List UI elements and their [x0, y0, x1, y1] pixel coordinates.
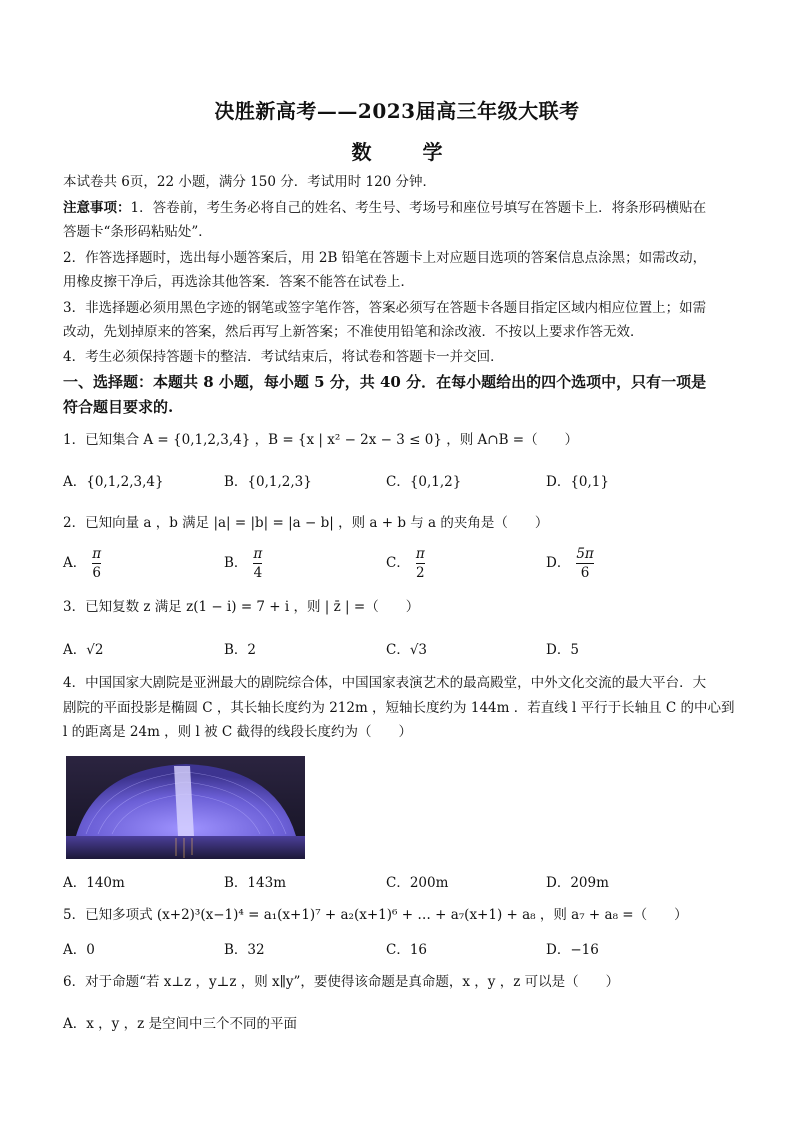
question-5-option-d[interactable]: D．−16	[546, 942, 599, 958]
question-2-option-a[interactable]	[63, 545, 101, 582]
notice-item-3: 3．非选择题必须用黑色字迹的钢笔或签字笔作答，答案必须写在答题卡各题目指定区域内相应位置上；如需	[63, 300, 707, 316]
fraction-numerator: 5π	[576, 546, 594, 562]
fraction	[253, 545, 262, 582]
question-1-option-b[interactable]: B．{0,1,2,3}	[224, 474, 312, 490]
question-2-option-d[interactable]	[546, 545, 594, 582]
question-3-stem: 3．已知复数 z 满足 z(1 − i) = 7 + i ，则 | z̄ | =（ ）	[63, 599, 420, 615]
option-label: A．	[63, 555, 87, 571]
section-heading: 一、选择题：本题共 8 小题，每小题 5 分，共 40 分．在每小题给出的四个选项中，只有一项是	[63, 373, 707, 391]
theater-illustration	[66, 756, 305, 859]
question-5-option-a[interactable]: A．0	[63, 942, 95, 958]
question-4-stem-line-3: l 的距离是 24m ，则 l 被 C 截得的线段长度约为（ ）	[63, 724, 412, 740]
fraction-denominator: 6	[92, 565, 101, 581]
fraction-denominator: 2	[415, 565, 425, 581]
fraction-numerator: π	[253, 546, 263, 562]
option-label: D．	[546, 555, 571, 571]
question-5-option-c[interactable]: C．16	[386, 942, 428, 958]
notice-label: 注意事项：	[63, 200, 131, 216]
question-6-option-a[interactable]: A．x ，y ，z 是空间中三个不同的平面	[63, 1016, 297, 1032]
notice-1-text: 1．答卷前，考生务必将自己的姓名、考生号、考场号和座位号填写在答题卡上．将条形码横贴在	[130, 200, 707, 216]
option-label: C．	[386, 555, 410, 571]
question-5-option-b[interactable]: B．32	[224, 942, 265, 958]
fraction-denominator: 4	[253, 565, 263, 581]
question-4-stem-line-2: 剧院的平面投影是椭圆 C ，其长轴长度约为 212m ，短轴长度约为 144m ．若直线 l 平行于长轴且 C 的中心到	[63, 700, 735, 716]
notice-item-1	[63, 198, 733, 218]
notice-item-2-cont: 用橡皮擦干净后，再选涂其他答案．答案不能答在试卷上．	[63, 274, 414, 290]
question-4-option-c[interactable]: C．200m	[386, 875, 449, 891]
subject-title: 数 学	[351, 140, 465, 164]
option-label: B．	[224, 555, 248, 571]
page-title: 决胜新高考——2023届高三年级大联考	[214, 99, 580, 123]
question-3-option-b[interactable]: B．2	[224, 642, 257, 658]
fraction	[576, 545, 593, 582]
notice-item-3-cont: 改动，先划掉原来的答案，然后再写上新答案；不准使用铅笔和涂改液．不按以上要求作答无效．	[63, 324, 644, 340]
notice-item-2: 2．作答选择题时，选出每小题答案后，用 2B 铅笔在答题卡上对应题目选项的答案信息点涂黑；如需改动，	[63, 250, 707, 266]
question-3-option-c[interactable]: C．√3	[386, 642, 428, 658]
question-2-option-b[interactable]	[224, 545, 262, 582]
question-4-stem-line-1: 4．中国国家大剧院是亚洲最大的剧院综合体，中国国家表演艺术的最高殿堂，中外文化交流的最大平台．大	[63, 675, 707, 691]
section-heading-cont: 符合题目要求的.	[63, 398, 174, 416]
question-5-stem: 5．已知多项式 (x+2)³(x−1)⁴ = a₁(x+1)⁷ + a₂(x+1)⁶ + … + a₇(x+1) + a₈ ，则 a₇ + a₈ =（ ）	[63, 907, 688, 923]
question-1-option-d[interactable]: D．{0,1}	[546, 474, 609, 490]
fraction	[416, 545, 425, 582]
national-grand-theater-photo	[66, 756, 305, 859]
fraction	[92, 545, 101, 582]
fraction-numerator: π	[415, 546, 425, 562]
fraction-numerator: π	[92, 546, 102, 562]
exam-info: 本试卷共 6页，22 小题，满分 150 分．考试用时 120 分钟．	[63, 174, 437, 190]
question-6-stem: 6．对于命题“若 x⊥z ，y⊥z ，则 x∥y”，要使得该命题是真命题，x ，y ，z 可以是（ ）	[63, 974, 620, 990]
question-4-option-b[interactable]: B．143m	[224, 875, 286, 891]
question-3-option-d[interactable]: D．5	[546, 642, 579, 658]
question-4-option-d[interactable]: D．209m	[546, 875, 609, 891]
notice-item-4: 4．考生必须保持答题卡的整洁．考试结束后，将试卷和答题卡一并交回．	[63, 349, 504, 365]
question-1-option-a[interactable]: A．{0,1,2,3,4}	[63, 474, 164, 490]
question-4-option-a[interactable]: A．140m	[63, 875, 125, 891]
notice-item-1-cont: 答题卡“条形码粘贴处”．	[63, 224, 212, 240]
question-2-stem: 2．已知向量 a ，b 满足 |a| = |b| = |a − b| ，则 a + b 与 a 的夹角是（ ）	[63, 515, 549, 531]
question-2-option-c[interactable]	[386, 545, 425, 582]
question-1-option-c[interactable]: C．{0,1,2}	[386, 474, 462, 490]
fraction-denominator: 6	[580, 565, 590, 581]
question-3-option-a[interactable]: A．√2	[63, 642, 104, 658]
question-1-stem: 1．已知集合 A = {0,1,2,3,4} ，B = {x | x² − 2x − 3 ≤ 0} ，则 A∩B =（ ）	[63, 432, 579, 448]
